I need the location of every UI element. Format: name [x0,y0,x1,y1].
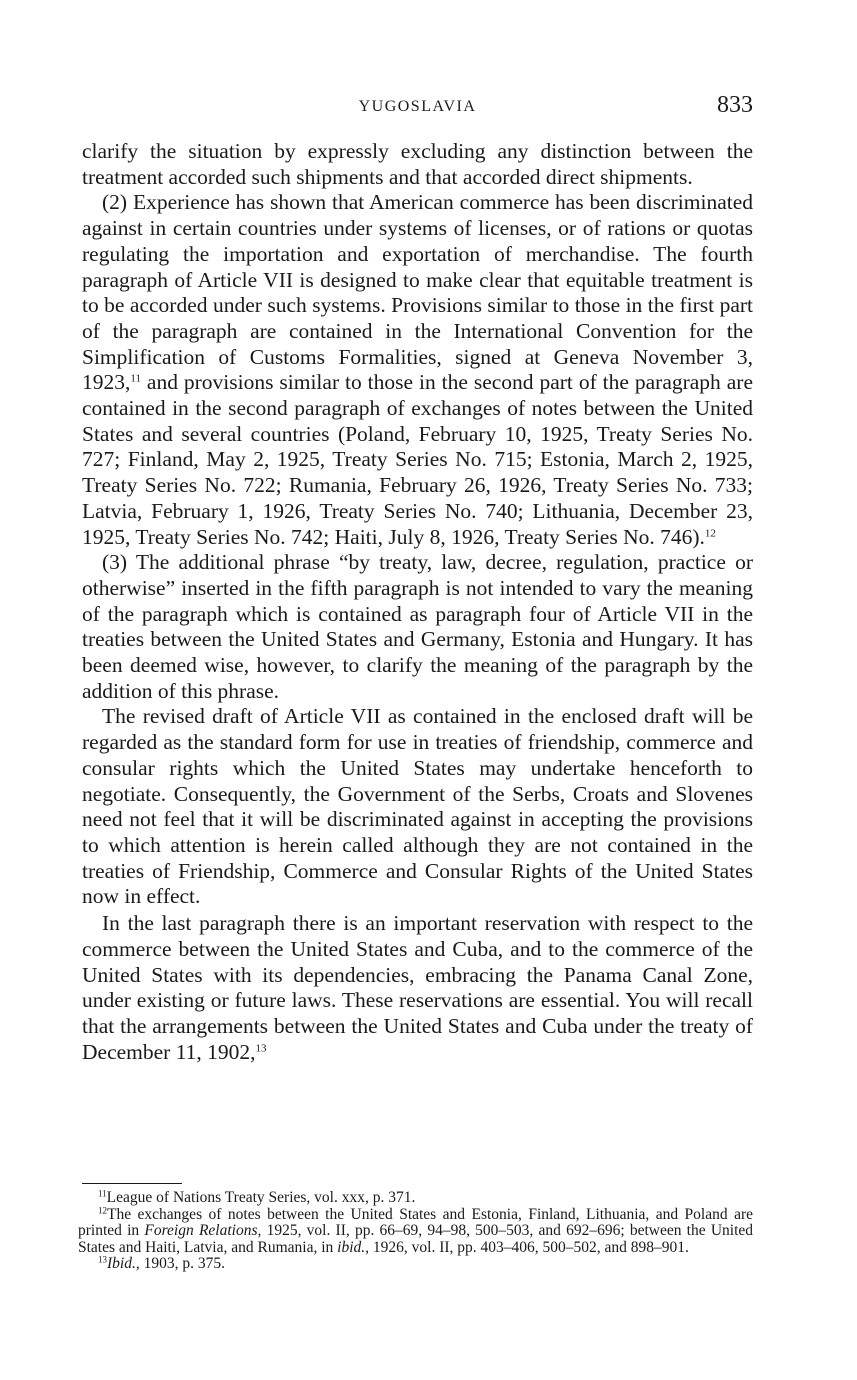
paragraph-text: clarify the situation by expressly excluding any distinction between the treatment accorded such shipments and that accorded direct shipments. [82,139,753,189]
footnote-text: League of Nations Treaty Series, vol. xxx, p. 371. [106,1189,416,1206]
footnote-text: 1903, p. 375. [139,1255,225,1272]
footnote-italic: Foreign Relations, [144,1222,262,1239]
paragraph-text: (2) Experience has shown that American commerce has been discriminated against in certain countries under systems of licenses, or of rations or quotas regulating the importation and exportation of merchandise. The fourth paragraph of Article VII is designed to make clear that equitable treatment is to be accorded under such systems. Provisions similar to those in the first part of the paragraph are contained in the International Convention for the Simplification of Customs Formalities, signed at Geneva November 3, 1923, [82,190,753,395]
footnote-mark: 12 [98,1205,107,1216]
paragraph-text: and provisions similar to those in the second part of the paragraph are contained in the second paragraph of exchanges of notes between the United States and several countries (Poland, February 10, 1925, Treaty Series No. 727; Finland, May 2, 1925, Treaty Series No. 715; Estonia, March 2, 1925, Treaty Series No. 722; Rumania, February 26, 1926, Treaty Series No. 733; Latvia, February 1, 1926, Treaty Series No. 740; Lithuania, December 23, 1925, Treaty Series No. 742; Haiti, July 8, 1926, Treaty Series No. 746). [82,370,753,549]
paragraph-5 [82,911,753,1065]
footnote-italic: Ibid., [107,1255,140,1272]
footnote-divider [82,1183,182,1184]
running-title: YUGOSLAVIA [358,98,477,115]
footnote-13 [78,1256,753,1273]
footnote-mark: 13 [98,1254,107,1265]
footnote-12 [78,1207,753,1257]
paragraph-text: In the last paragraph there is an important reservation with respect to the commerce between the United States and Cuba, and to the commerce of the United States with its dependencies, embracing the Panama Canal Zone, under existing or future laws. These reservations are essential. You will recall that the arrangements between the United States and Cuba under the treaty of December 11, 1902, [82,911,753,1064]
paragraph-4 [82,704,753,910]
paragraph-text: (3) The additional phrase “by treaty, law, decree, regulation, practice or otherwise” inserted in the fifth paragraph is not intended to vary the meaning of the paragraph which is contained as paragraph four of Article VII in the treaties between the United States and Germany, Estonia and Hungary. It has been deemed wise, however, to clarify the meaning of the paragraph by the addition of this phrase. [82,550,753,703]
paragraph-text: The revised draft of Article VII as contained in the enclosed draft will be regarded as the standard form for use in treaties of friendship, commerce and consular rights which the United States may undertake henceforth to negotiate. Consequently, the Government of the Serbs, Croats and Slovenes need not feel that it will be discriminated against in accepting the provisions to which attention is herein called although they are not contained in the treaties of Friendship, Commerce and Consular Rights of the United States now in effect. [82,704,753,909]
footnote-text: 1926, vol. II, pp. 403–406, 500–502, and 898–901. [369,1238,689,1256]
footnote-ref-12: 12 [704,526,716,539]
paragraph-continuation [82,139,753,190]
page-number: 833 [717,92,753,118]
footnotes [78,1190,753,1273]
paragraph-3 [82,550,753,704]
running-head [82,92,753,124]
footnote-11 [78,1190,753,1207]
body-text [82,139,753,1065]
footnote-italic: ibid., [337,1238,370,1256]
footnote-ref-11: 11 [130,372,141,385]
footnote-ref-13: 13 [255,1041,267,1054]
paragraph-2 [82,190,753,550]
footnote-mark: 11 [98,1188,107,1199]
footnote-text: 1925, vol. II, pp. 66–69, 94–98, 500–503, and 692–696; between the United States and Haiti, Latvia, and Rumania, in [78,1222,754,1256]
footnote-text: The exchanges of notes between the United States and Estonia, Finland, Lithuania, and Poland are printed in [78,1205,753,1239]
